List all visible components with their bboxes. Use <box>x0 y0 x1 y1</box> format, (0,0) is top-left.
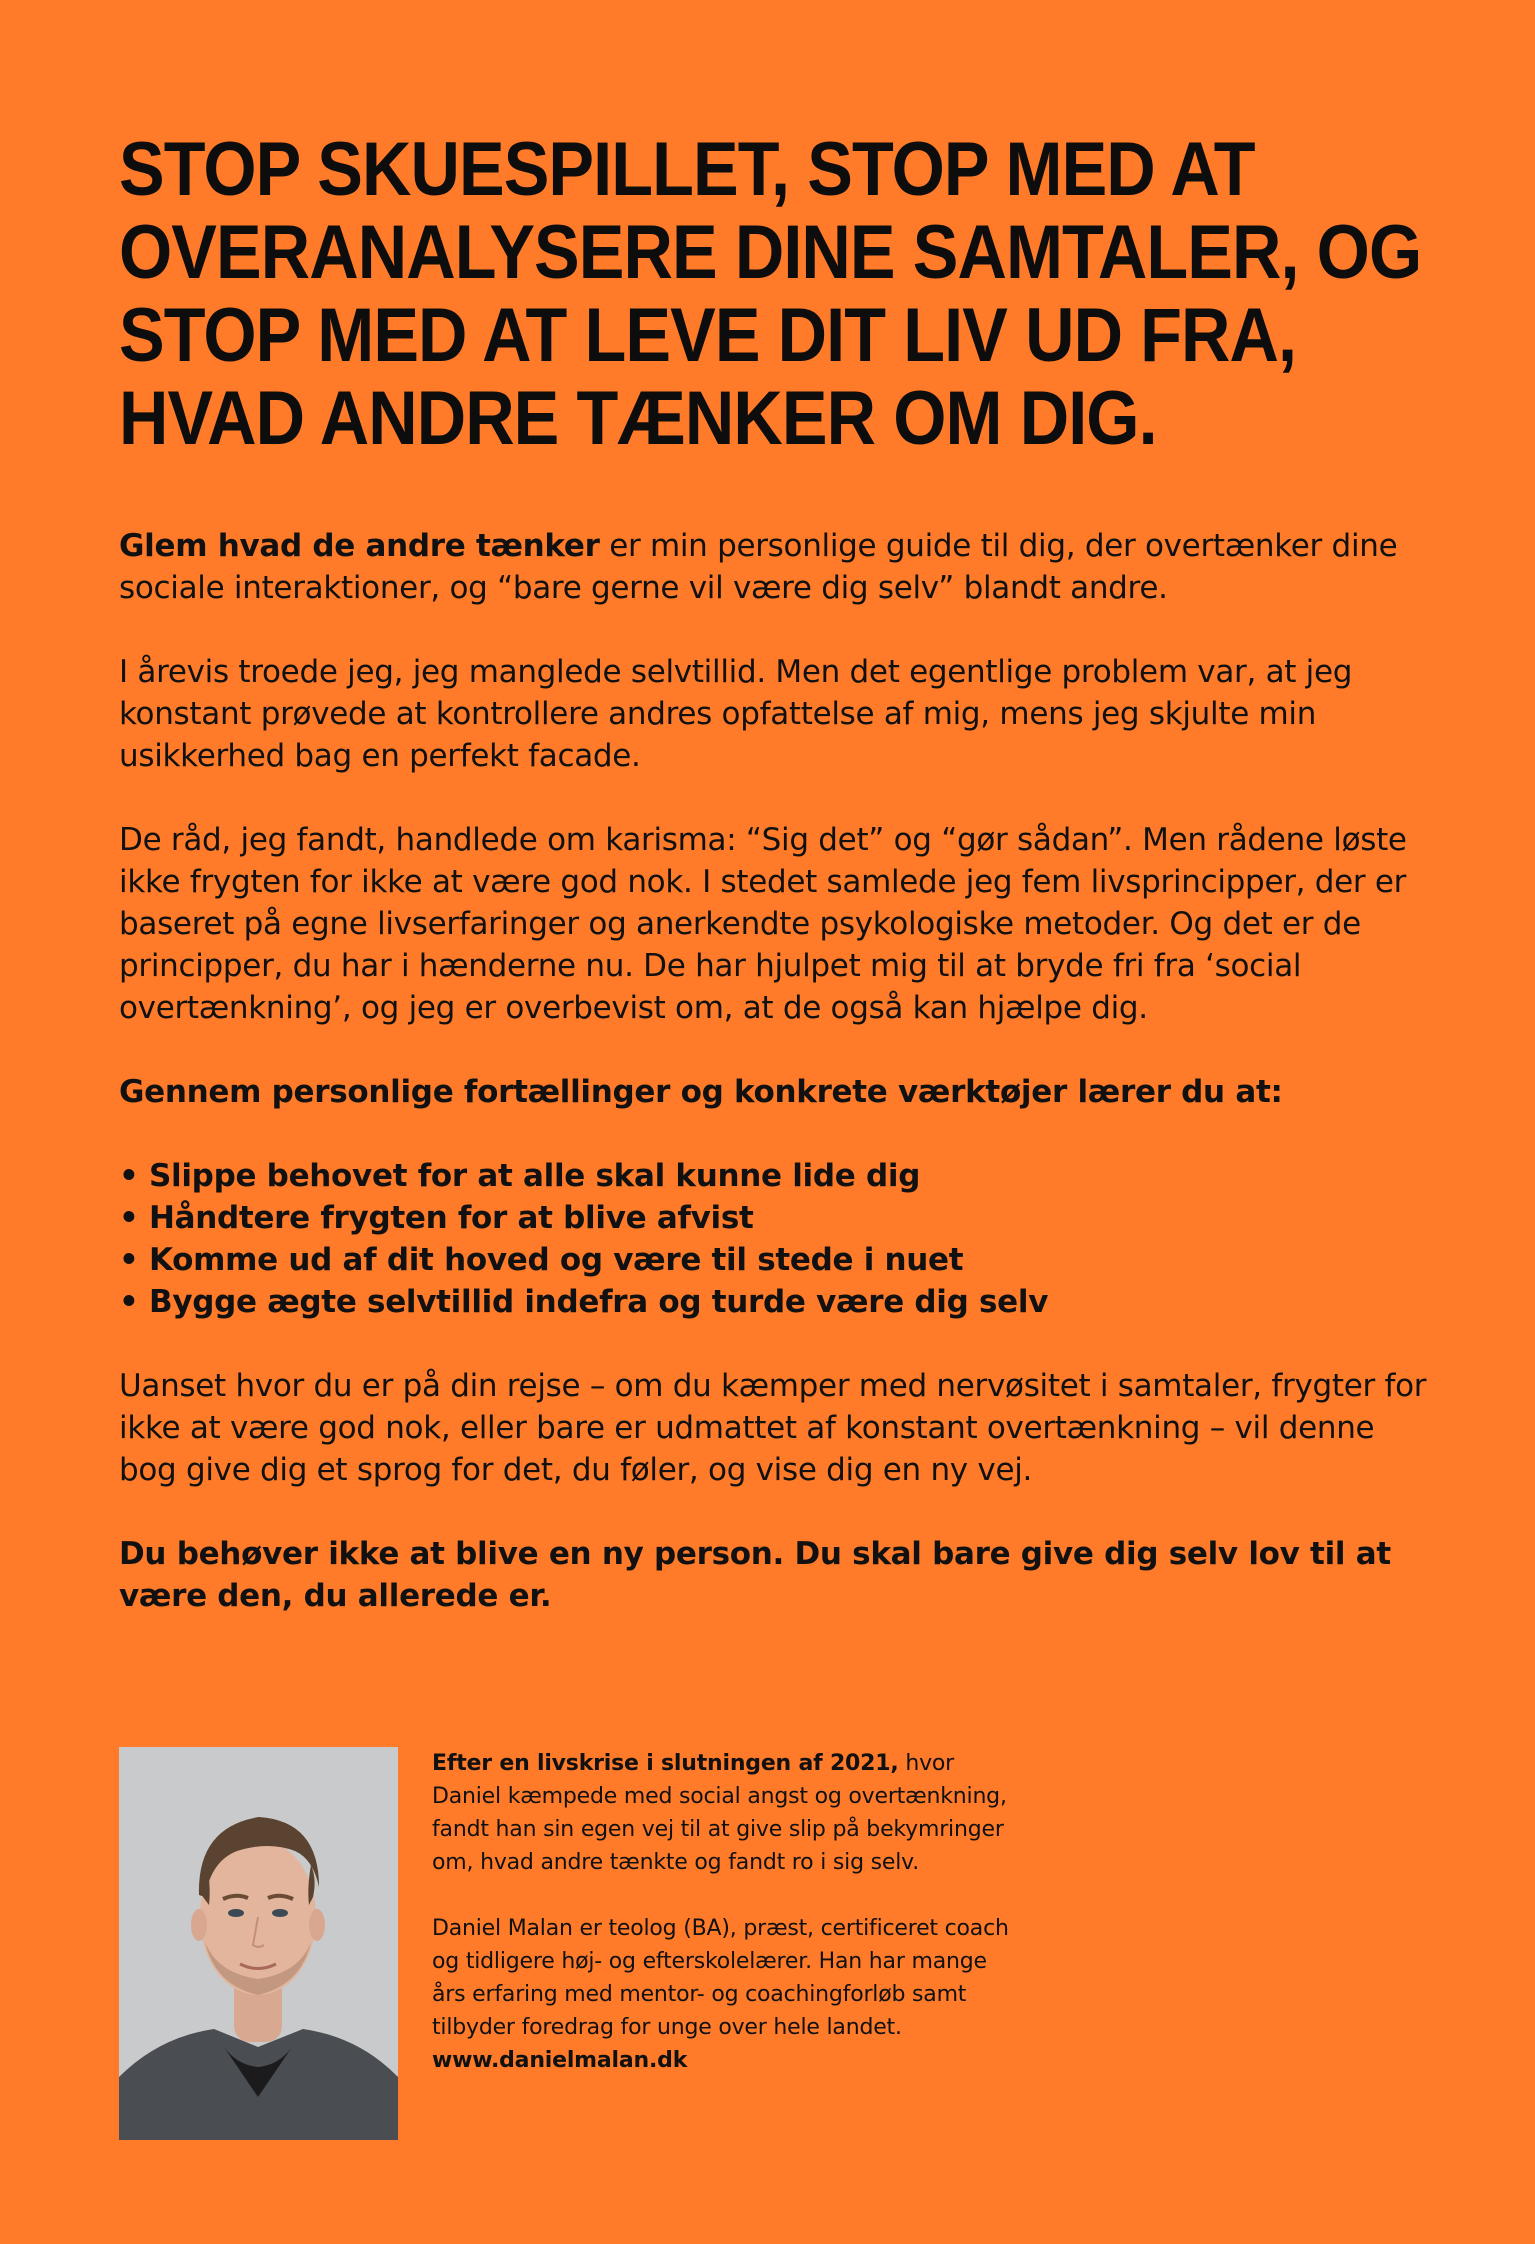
bio-lead: Efter en livskrise i slutningen af 2021, <box>432 1751 899 1776</box>
list-item-text: Håndtere frygten for at blive afvist <box>149 1200 754 1236</box>
bullet-icon: • <box>119 1200 139 1236</box>
bio-paragraph <box>432 1747 1012 1879</box>
author-photo <box>119 1747 398 2140</box>
list-item-text: Bygge ægte selvtillid indefra og turde være dig selv <box>149 1284 1049 1320</box>
bio-text: hvor Daniel kæmpede med social angst og overtænkning, fandt han sin egen vej til at give slip på bekymringer om, hvad andre tænkte og fandt ro i sig selv. <box>432 1751 1007 1875</box>
headline-line: STOP MED AT LEVE DIT LIV UD FRA, <box>119 293 1297 378</box>
book-title-inline: Glem hvad de andre tænker <box>119 528 600 564</box>
list-item-text: Slippe behovet for at alle skal kunne lide dig <box>149 1158 921 1194</box>
list-item <box>119 1239 1439 1281</box>
paragraph: I årevis troede jeg, jeg manglede selvtillid. Men det egentlige problem var, at jeg konstant prøvede at kontrollere andres opfattelse af mig, mens jeg skjulte min usikkerhed bag en perfekt facade. <box>119 654 1353 774</box>
bio-paragraph: Daniel Malan er teolog (BA), præst, certificeret coach og tidligere høj- og efterskolelærer. Han har mange års erfaring med mentor- og coachingforløb samt tilbyder foredrag for unge over hele landet. <box>432 1916 1009 2040</box>
bullet-icon: • <box>119 1284 139 1320</box>
author-section <box>119 1747 1119 2142</box>
paragraph: Uanset hvor du er på din rejse – om du kæmper med nervøsitet i samtaler, frygter for ikke at være god nok, eller bare er udmattet af konstant overtænkning – vil denne bog give dig et sprog for det, du føler, og vise dig en ny vej. <box>119 1368 1427 1488</box>
author-bio <box>432 1747 1012 2077</box>
list-item <box>119 1281 1439 1323</box>
list-item <box>119 1155 1439 1197</box>
blurb <box>119 525 1439 1659</box>
list-item <box>119 1197 1439 1239</box>
paragraph: De råd, jeg fandt, handlede om karisma: “Sig det” og “gør sådan”. Men rådene løste ikke frygten for ikke at være god nok. I stedet samlede jeg fem livsprincipper, der er baseret på egne livserfaringer og anerkendte psykologiske metoder. Og det er de principper, du har i hænderne nu. De har hjulpet mig til at bryde fri fra ‘social overtænkning’, og jeg er overbevist om, at de også kan hjælpe dig. <box>119 822 1407 1026</box>
author-website: www.danielmalan.dk <box>432 2048 688 2073</box>
intro-paragraph <box>119 525 1439 609</box>
closing-statement: Du behøver ikke at blive en ny person. Du skal bare give dig selv lov til at være den, du allerede er. <box>119 1536 1391 1614</box>
author-portrait-illustration <box>119 1747 398 2140</box>
intro-text: er min personlige guide til dig, der overtænker dine sociale interaktioner, og “bare gerne vil være dig selv” blandt andre. <box>119 528 1398 606</box>
headline-line: STOP SKUESPILLET, STOP MED AT <box>119 127 1255 212</box>
bullet-icon: • <box>119 1158 139 1194</box>
bullet-icon: • <box>119 1242 139 1278</box>
headline-line: HVAD ANDRE TÆNKER OM DIG. <box>119 376 1157 461</box>
list-intro: Gennem personlige fortællinger og konkrete værktøjer lærer du at: <box>119 1074 1283 1110</box>
benefit-list <box>119 1155 1439 1323</box>
headline-line: OVERANALYSERE DINE SAMTALER, OG <box>119 210 1422 295</box>
list-item-text: Komme ud af dit hoved og være til stede i nuet <box>149 1242 964 1278</box>
headline <box>119 128 1439 460</box>
